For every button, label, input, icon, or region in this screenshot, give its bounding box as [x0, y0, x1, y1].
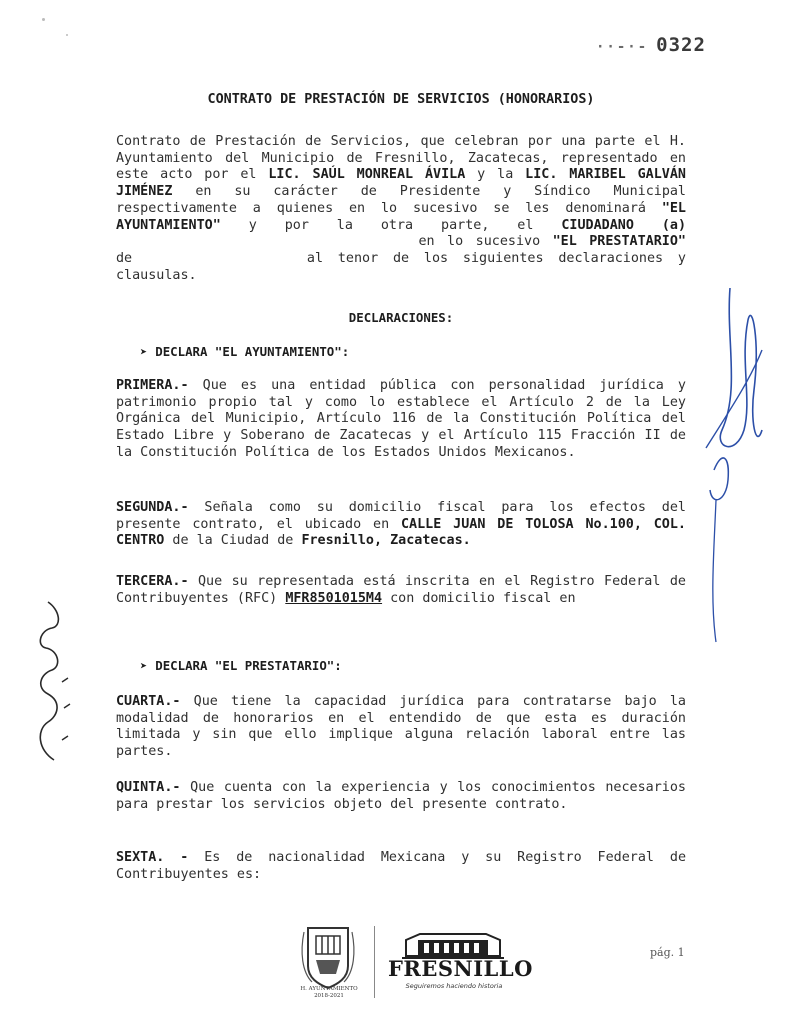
intro-text: Contrato de Prestación de Servicios, que celebran por una parte el H. Ayuntamiento del Municipio de Fresnillo, Zacatecas, representado en este acto por el: [116, 134, 686, 183]
declara-ayuntamiento-heading: [140, 344, 349, 359]
scan-speck: [42, 18, 45, 21]
seal-caption: [296, 986, 362, 1000]
signature-stroke: [710, 458, 728, 500]
intro-text: en su carácter de Presidente y Síndico Municipal respectivamente a quienes en lo sucesivo se les denominará: [116, 184, 686, 216]
brand-tagline: Seguiremos haciendo historia: [405, 982, 503, 990]
clause-label: SEXTA. -: [116, 850, 189, 865]
clause-text: Señala como su domicilio fiscal para los efectos del presente contrato, el ubicado en: [116, 500, 686, 532]
intro-text: de: [116, 250, 133, 266]
scan-speck: [66, 34, 68, 36]
clause-label: SEGUNDA.-: [116, 500, 189, 515]
declara-ayuntamiento-label: DECLARA "EL AYUNTAMIENTO":: [155, 344, 350, 359]
intro-text: y por la otra parte, el: [220, 217, 562, 233]
alias-ayuntamiento: "EL AYUNTAMIENTO": [116, 200, 686, 233]
folio-number: [596, 34, 706, 56]
folio-digits: 0322: [656, 34, 706, 56]
folio-prefix: ··-·-: [596, 39, 649, 55]
signature-stroke: [720, 288, 762, 447]
clause-text: Que es una entidad pública con personalidad jurídica y patrimonio propio tal y como lo establece el Artículo 2 de la Ley Orgánica del Municipio, Artículo 116 de la Constitución Política del Estado Libre y Soberano de Zacatecas y el Artículo 115 Fracción II de la Constitución Política de los Estados Unidos Mexicanos.: [116, 378, 686, 460]
clause-primera: [116, 378, 686, 462]
page-number: pág. 1: [650, 946, 685, 959]
clause-text: Que tiene la capacidad jurídica para contratarse bajo la modalidad de honorarios en el entendido de que esta es duración limitada y sin que ello implique alguna relación laboral entre las partes.: [116, 694, 686, 760]
clause-label: TERCERA.-: [116, 574, 189, 589]
signature-right-margin: [700, 280, 770, 650]
clause-text: con domicilio fiscal en: [382, 590, 576, 606]
intro-text: en lo sucesivo: [406, 234, 553, 250]
rfc-value: MFR8501015M4: [285, 590, 383, 606]
clause-label: QUINTA.-: [116, 780, 181, 795]
clause-label: CUARTA.-: [116, 694, 181, 709]
clause-text: Que cuenta con la experiencia y los conocimientos necesarios para prestar los servicios objeto del presente contrato.: [116, 780, 686, 812]
clause-tercera: [116, 574, 686, 607]
brand-name: FRESNILLO: [388, 956, 533, 981]
declara-prestatario-heading: [140, 658, 342, 673]
initials-stroke: [40, 602, 58, 760]
signature-left-margin: [18, 590, 78, 770]
bullet-arrow-icon: ➤: [140, 345, 148, 359]
initials-stroke: [62, 678, 70, 740]
declara-prestatario-label: DECLARA "EL PRESTATARIO":: [155, 658, 342, 673]
clause-segunda: [116, 500, 686, 550]
declaraciones-heading: DECLARACIONES:: [348, 310, 454, 325]
clause-label: PRIMERA.-: [116, 378, 189, 393]
signature-stroke: [713, 500, 716, 642]
clause-sexta: [116, 850, 686, 883]
bullet-arrow-icon: ➤: [140, 659, 148, 673]
representative-president: LIC. SAÚL MONREAL ÁVILA: [268, 167, 466, 183]
seal-caption-years: 2018-2021: [314, 993, 344, 999]
citizen-label: CIUDADANO (a): [561, 217, 687, 233]
fiscal-address: CALLE JUAN DE TOLOSA No.100, COL. CENTRO: [116, 516, 686, 549]
intro-paragraph: [116, 134, 686, 284]
clause-text: Es de nacionalidad Mexicana y su Registro Federal de Contribuyentes es:: [116, 850, 687, 882]
document-title: CONTRATO DE PRESTACIÓN DE SERVICIOS (HONORARIOS): [207, 92, 595, 107]
clause-text: de la Ciudad de: [164, 533, 302, 549]
fiscal-city: Fresnillo, Zacatecas.: [301, 533, 471, 549]
clause-quinta: [116, 780, 686, 813]
clause-text: Que su representada está inscrita en el Registro Federal de Contribuyentes (RFC): [116, 574, 686, 606]
clause-cuarta: [116, 694, 686, 761]
footer-divider: [374, 926, 375, 998]
alias-prestatario: "EL PRESTATARIO": [552, 234, 686, 250]
intro-text: al tenor de los siguientes declaraciones y clausulas.: [116, 250, 686, 283]
intro-text: y la: [465, 167, 526, 183]
seal-caption-line: H. AYUNTAMIENTO: [300, 986, 358, 992]
representative-sindico: LIC. MARIBEL GALVÁN JIMÉNEZ: [116, 167, 686, 200]
